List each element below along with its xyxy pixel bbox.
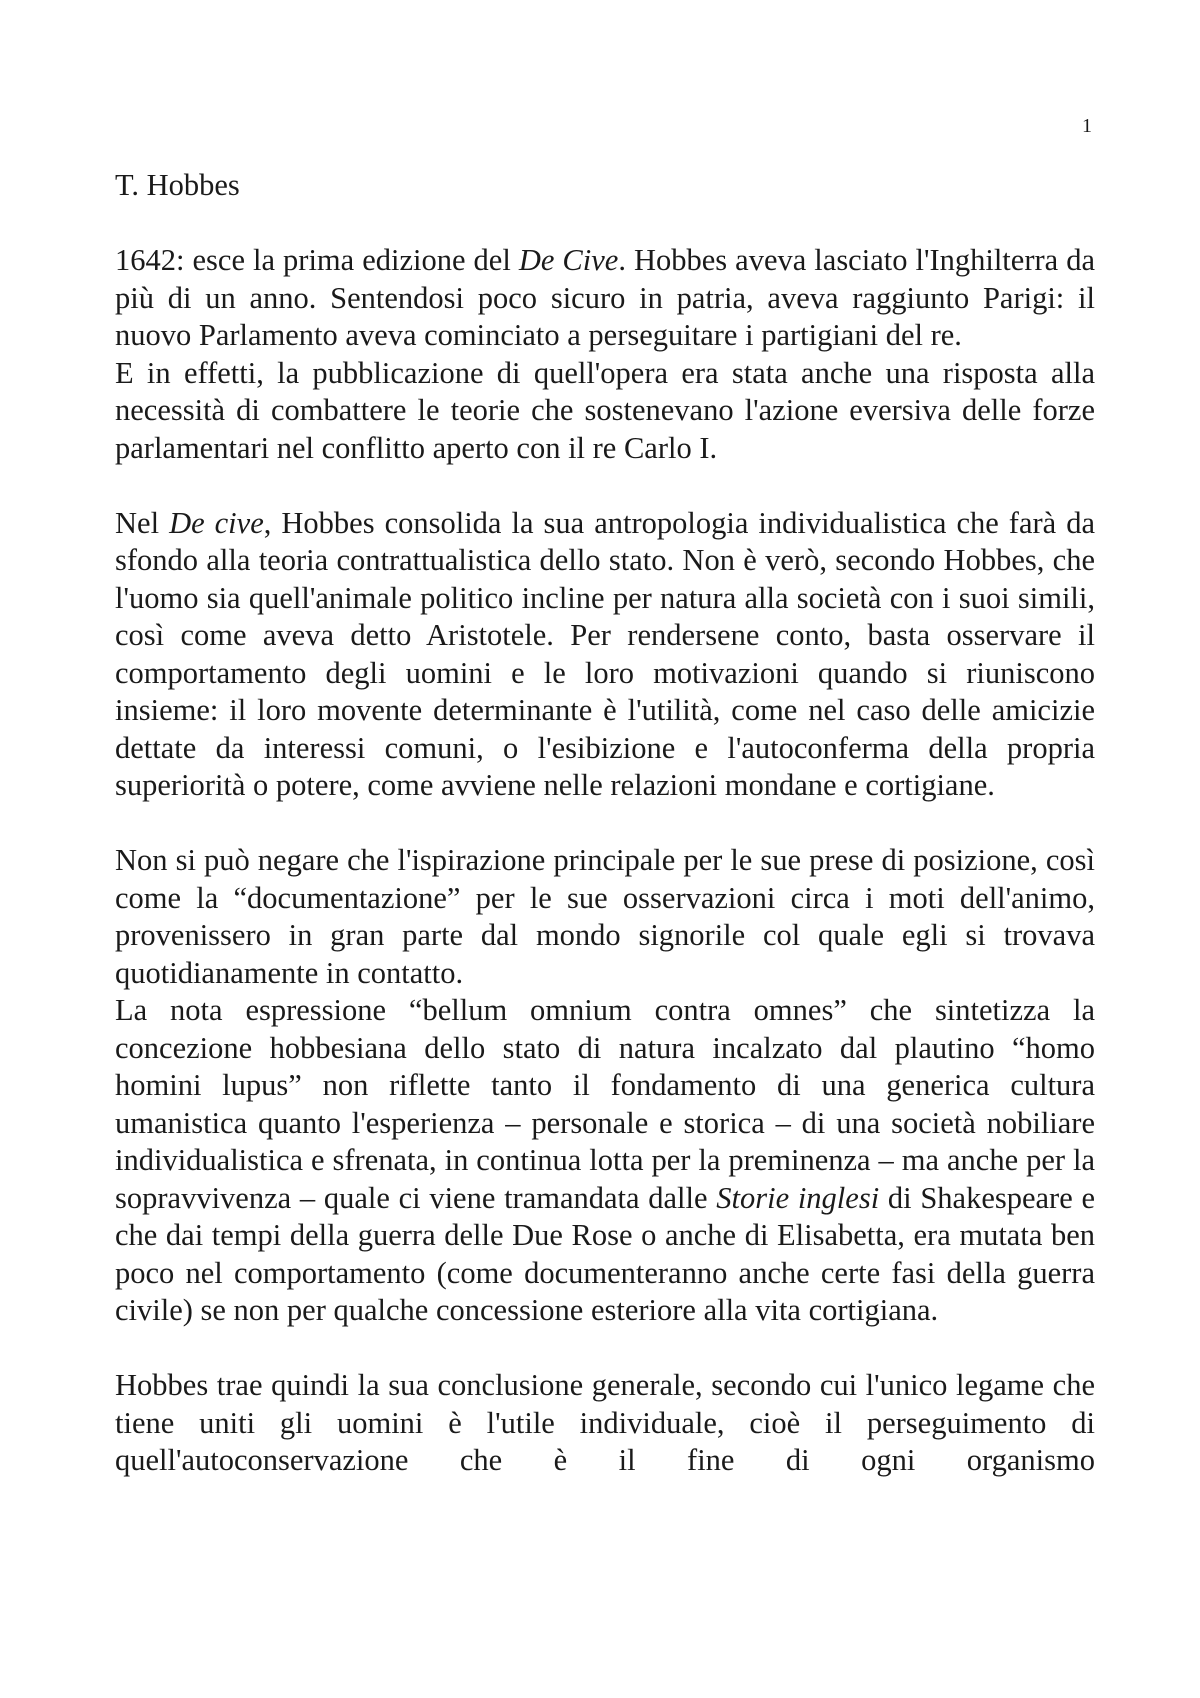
document-body	[115, 167, 1095, 1480]
work-title-storie-inglesi: Storie inglesi	[716, 1180, 880, 1215]
paragraph-text: La nota espressione “bellum omnium contra omnes” che sintetizza la concezione hobbesiana dello stato di natura incalzato dal plautino “homo homini lupus” non riflette tanto il fondamento di una generica cultura umanistica quanto l'esperienza – personale e storica – di una società nobiliare individualistica e sfrenata, in continua lotta per la preminenza – ma anche per la sopravvivenza – quale ci viene tramandata dalle	[115, 993, 1095, 1215]
paragraph-text: Non si può negare che l'ispirazione principale per le sue prese di posizione, così come la “documentazione” per le sue osservazioni circa i moti dell'animo, provenissero in gran parte dal mondo signorile col quale egli si trovava quotidianamente in contatto.	[115, 843, 1095, 990]
paragraph-text: 1642: esce la prima edizione del	[115, 243, 519, 277]
paragraph-text: Nel	[115, 505, 170, 540]
page-number: 1	[1082, 115, 1092, 137]
paragraph-text: Hobbes trae quindi la sua conclusione generale, secondo cui l'unico legame che tiene uniti gli uomini è l'utile individuale, cioè il perseguimento di quell'autoconservazione che è il fine di ogni organismo	[115, 1368, 1095, 1477]
paragraph-text: . Hobbes aveva lasciato l'Inghilterra da più di un anno. Sentendosi poco sicuro in patria, aveva raggiunto Parigi: il nuovo Parlamento aveva cominciato a perseguitare i partigiani del re.	[115, 243, 1095, 352]
paragraph-text: E in effetti, la pubblicazione di quell'opera era stata anche una risposta alla necessità di combattere le teorie che sostenevano l'azione eversiva delle forze parlamentari nel conflitto aperto con il re Carlo I.	[115, 355, 1095, 465]
work-title-de-cive: De cive	[169, 505, 264, 540]
paragraph-6	[115, 1367, 1095, 1480]
paragraph-1	[115, 242, 1095, 355]
paragraph-5	[115, 992, 1095, 1330]
paragraph-2	[115, 355, 1095, 468]
paragraph-text: di Shakespeare e che dai tempi della guerra delle Due Rose o anche di Elisabetta, era mutata ben poco nel comportamento (come documenteranno anche certe fasi della guerra civile) se non per qualche concessione esteriore alla vita cortigiana.	[115, 1180, 1096, 1327]
paragraph-text: , Hobbes consolida la sua antropologia individualistica che farà da sfondo alla teoria contrattualistica dello stato. Non è verò, secondo Hobbes, che l'uomo sia quell'animale politico incline per natura alla società con i suoi simili, così come aveva detto Aristotele. Per rendersene conto, basta osservare il comportamento degli uomini e le loro motivazioni quando si riuniscono insieme: il loro movente determinante è l'utilità, come nel caso delle amicizie dettate da interessi comuni, o l'esibizione e l'autoconferma della propria superiorità o potere, come avviene nelle relazioni mondane e cortigiane.	[115, 505, 1095, 802]
document-title: T. Hobbes	[115, 168, 240, 202]
paragraph-3	[115, 505, 1095, 805]
work-title-de-cive: De Cive	[518, 243, 619, 277]
paragraph-4	[115, 842, 1095, 992]
